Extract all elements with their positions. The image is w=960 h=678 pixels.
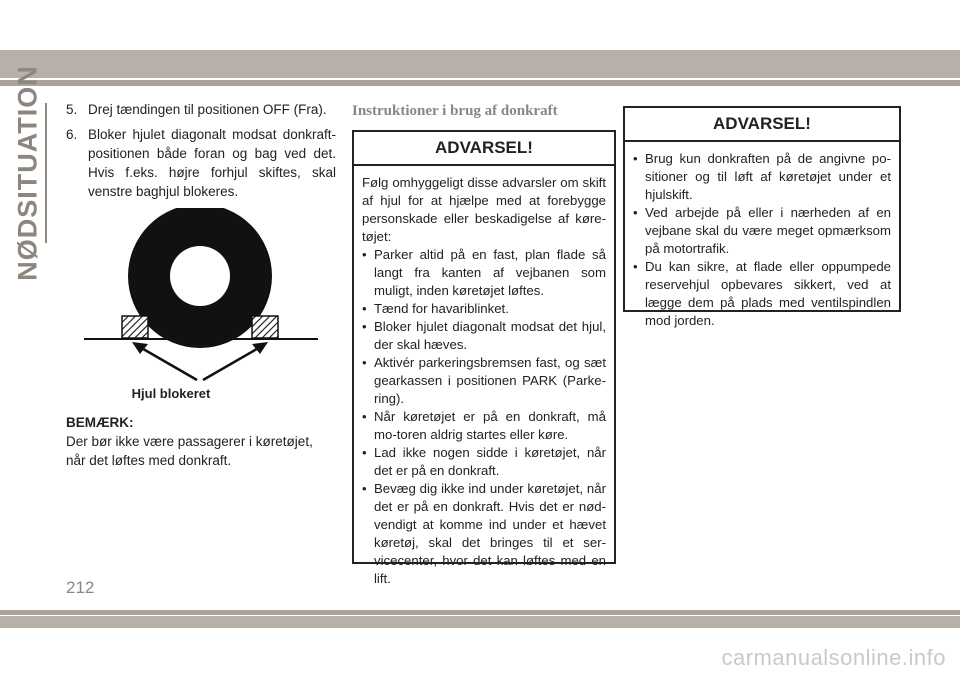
side-rule [45,103,47,243]
page-number: 212 [66,578,95,597]
warning-item: • Når køretøjet er på en donkraft, må mo-toren aldrig startes eller køre. [362,408,606,444]
left-column [66,100,336,207]
arrowhead-right [252,342,268,354]
warning-item: • Aktivér parkeringsbremsen fast, og sæt gearkassen i positionen PARK (Parke-ring). [362,354,606,408]
warning-box-2 [623,106,901,328]
warning-item: • Ved arbejde på eller i nærheden af en vejbane skal du være meget opmærksom på motortrafik. [633,204,891,258]
warning-item: • Bloker hjulet diagonalt modsat det hjul, der skal hæves. [362,318,606,354]
warning-item: • Parker altid på en fast, plan flade så langt fra kanten af vejbanen som muligt, inden køretøjet løftes. [362,246,606,300]
note-heading: BEMÆRK: [66,415,134,430]
side-section-label: NØDSITUATION [12,65,43,281]
header-band [0,0,960,92]
warning-item: • Lad ikke nogen sidde i køretøjet, når det er på en donkraft. [362,444,606,480]
warning-intro: Følg omhyggeligt disse advarsler om skift af hjul for at hjælpe med at forebygge personskade eller beskadigelse af køre-tøjet: [362,175,606,244]
warning-item: • Tænd for havariblinket. [362,300,606,318]
figure-caption: Hjul blokeret [131,386,211,401]
warning-item: • Bevæg dig ikke ind under køretøjet, når det er på en donkraft. Hvis det er nød-vendigt at komme ind under et hævet køretøj, skal det bringes til et ser-vicecenter, hvor det kan løftes med en lift. [362,480,606,588]
wheel-blocked-figure [66,208,336,404]
warning-heading: ADVARSEL! [625,108,899,142]
step-5 [66,100,336,119]
warning-list [362,246,606,588]
arrowhead-left [132,342,148,354]
pointer-left [138,346,197,380]
warning-item: • Brug kun donkraften på de angivne po-sitioner og til løft af køretøjet under et hjulskift. [633,150,891,204]
footer-stripe-thin [0,610,960,615]
header-stripe [0,50,960,78]
note-text: Der bør ikke være passagerer i køretøjet, når det løftes med donkraft. [66,434,313,468]
header-stripe-thin [0,80,960,86]
step-number: 6. [66,127,78,142]
watermark: carmanualsonline.info [721,645,946,670]
footer-stripe [0,616,960,628]
warning-heading: ADVARSEL! [354,132,614,166]
warning-body [625,142,899,330]
pointer-right [203,346,262,380]
step-text: Drej tændingen til positionen OFF (Fra). [88,102,327,117]
side-section-title [8,65,48,281]
step-number: 5. [66,102,78,117]
chock-right [252,316,278,338]
rim-illustration [170,246,230,306]
warning-list [633,150,891,330]
wheel-chock-illustration [66,208,336,384]
warning-box-1 [352,130,616,586]
step-text: Bloker hjulet diagonalt modsat donkraft-positionen både foran og bag ved det. Hvis f.eks. højre forhjul skiftes, skal venstre baghjul blokeres. [88,127,336,199]
warning-body [354,166,614,588]
chock-left [122,316,148,338]
section-title: Instruktioner i brug af donkraft [352,103,558,119]
warning-item: • Du kan sikre, at flade eller oppumpede reservehjul opbevares sikkert, ved at lægge dem på plads med ventilspindlen mod jorden. [633,258,891,330]
step-6 [66,125,336,201]
